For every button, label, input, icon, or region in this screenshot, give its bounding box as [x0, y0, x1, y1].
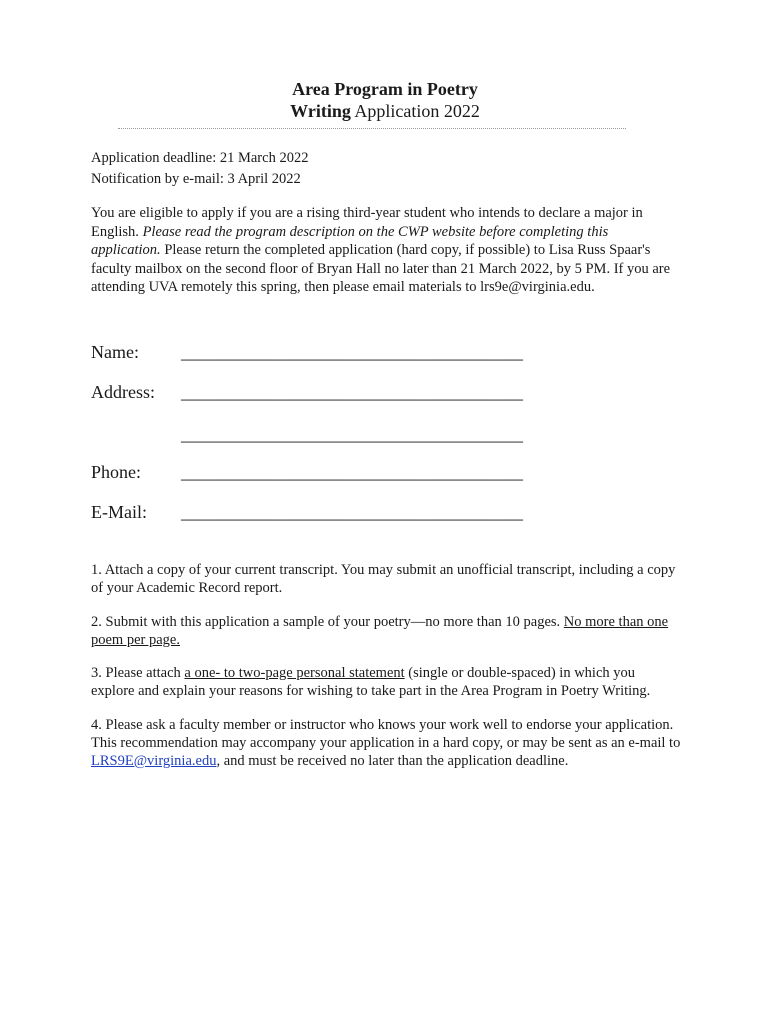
instruction-4-rest: , and must be received no later than the application deadline. [216, 753, 569, 769]
intro-italic-text: Please read the program description on the CWP website before completing this application. [91, 223, 609, 259]
phone-label: Phone: [91, 462, 142, 482]
address-field-line-1[interactable]: ______________________________________ [181, 382, 523, 402]
email-field[interactable]: ______________________________________ [181, 502, 523, 522]
instruction-4-text: 4. Please ask a faculty member or instructor who knows your work well to endorse your application. This recommendation may accompany your application in a hard copy, or may be sent as an e-mail to [91, 717, 681, 751]
email-link[interactable]: LRS9E@virginia.edu [91, 753, 217, 769]
intro-text: You are eligible to apply if you are a rising third-year student who intends to declare a major in English. [91, 205, 643, 240]
notification-date: Notification by e-mail: 3 April 2022 [91, 171, 301, 187]
dates-block [91, 148, 308, 190]
eligibility-paragraph [91, 204, 671, 297]
address-field-line-2[interactable]: ______________________________________ [181, 424, 523, 444]
instruction-4 [91, 716, 681, 770]
address-label: Address: [91, 382, 155, 402]
instruction-2 [91, 613, 681, 649]
name-label: Name: [91, 342, 139, 362]
title-bold-word: Writing [290, 101, 351, 121]
intro-rest-text: Please return the completed application (hard copy, if possible) to Lisa Russ Spaar's faculty mailbox on the second floor of Bryan Hall no later than 21 March 2022, by 5 PM. If you are attending UVA remotely this spring, then please email materials to lrs9e@virginia.edu. [91, 242, 671, 296]
instruction-3-text: 3. Please attach [91, 665, 185, 681]
title-line-2 [0, 100, 770, 122]
title-divider [118, 128, 626, 129]
application-deadline: Application deadline: 21 March 2022 [91, 150, 309, 166]
phone-field[interactable]: ______________________________________ [181, 462, 523, 482]
email-label: E-Mail: [91, 502, 147, 522]
instruction-2-text: 2. Submit with this application a sample of your poetry—no more than 10 pages. [91, 614, 564, 630]
instruction-1: 1. Attach a copy of your current transcript. You may submit an unofficial transcript, including a copy of your Academic Record report. [91, 562, 676, 596]
name-field[interactable]: ______________________________________ [181, 342, 523, 362]
instruction-3-underlined: a one- to two-page personal statement [184, 665, 405, 681]
instruction-3-rest: (single or double-spaced) in which you explore and explain your reasons for wishing to take part in the Area Program in Poetry Writing. [91, 665, 651, 699]
title-rest: Application 2022 [350, 101, 480, 121]
document-title [0, 78, 770, 122]
instruction-2-underlined: No more than one poem per page. [91, 614, 669, 648]
title-line-1: Area Program in Poetry [292, 79, 478, 99]
instruction-3 [91, 664, 681, 700]
